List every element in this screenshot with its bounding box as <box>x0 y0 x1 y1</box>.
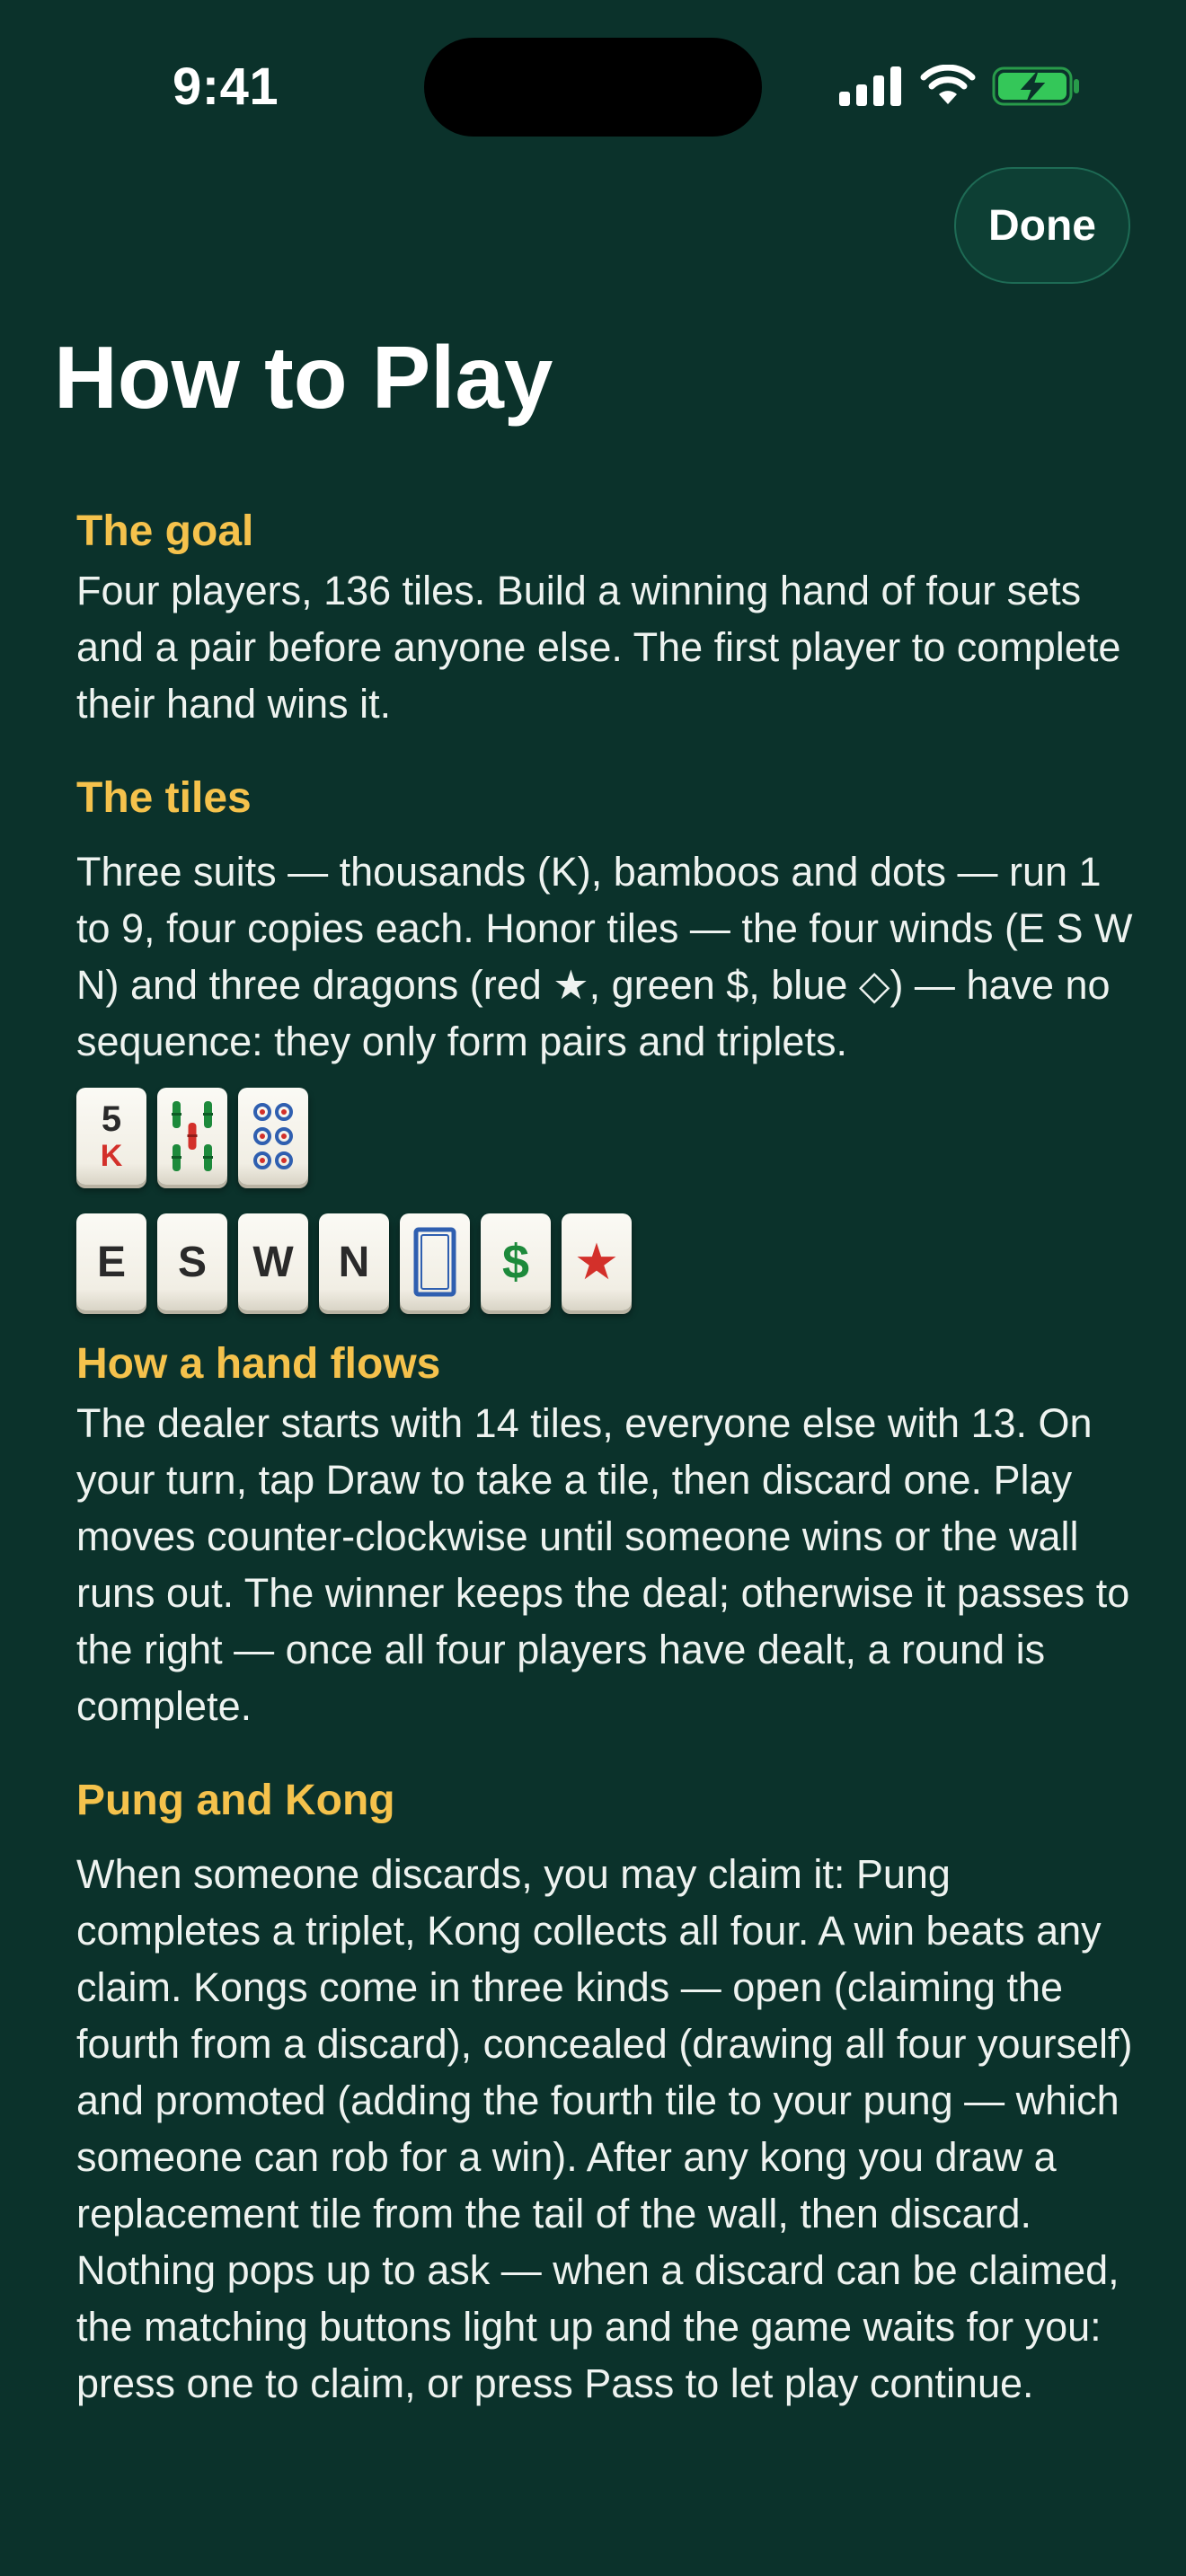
tile-wind-west <box>238 1213 308 1310</box>
dynamic-island <box>424 38 762 137</box>
tile-wind-label: W <box>252 1238 294 1286</box>
tile-wind-east <box>76 1213 146 1310</box>
battery-charging-icon <box>992 65 1082 108</box>
suit-tiles-row <box>76 1088 1137 1185</box>
tile-dragon-blue <box>400 1213 470 1310</box>
section-body: Four players, 136 tiles. Build a winning hand of four sets and a pair before anyone else. The first player to complete their hand wins it. <box>76 568 1121 727</box>
tile-number: 5 <box>101 1099 122 1139</box>
section-body: The dealer starts with 14 tiles, everyone else with 13. On your turn, tap Draw to take a tile, then discard one. Play moves counter-clockwise until someone wins or the wall runs out. The winner keeps the deal; otherwise it passes to the right — once all four players have dealt, a round is complete. <box>76 1400 1130 1729</box>
section-hand-flow <box>76 1336 1137 1734</box>
section-goal <box>76 503 1137 732</box>
section-heading: The tiles <box>76 774 252 822</box>
tile-wind-label: S <box>177 1238 207 1286</box>
done-button[interactable]: Done <box>954 167 1130 284</box>
dots-6-icon <box>246 1096 300 1177</box>
tile-dragon-green <box>481 1213 551 1310</box>
tile-dragon-red <box>562 1213 632 1310</box>
status-time: 9:41 <box>173 57 279 116</box>
section-heading: The goal <box>76 507 254 555</box>
section-tiles <box>76 770 1137 1310</box>
red-dragon-star-icon: ★ <box>573 1233 620 1290</box>
tile-wind-label: N <box>338 1238 370 1286</box>
section-body: Three suits — thousands (K), bamboos and dots — run 1 to 9, four copies each. Honor tiles — the four winds (E S W N) and three dragons (red ★, green $, blue ◇) — have no sequence: they only form pairs and triplets. <box>76 849 1133 1064</box>
tile-wind-north <box>319 1213 389 1310</box>
signal-icon <box>839 65 902 108</box>
section-heading: How a hand flows <box>76 1340 441 1388</box>
bamboo-5-icon <box>165 1096 219 1177</box>
tile-wind-label: E <box>96 1238 126 1286</box>
section-heading: Pung and Kong <box>76 1777 395 1824</box>
honor-tiles-row <box>76 1213 1137 1310</box>
section-pung-kong <box>76 1772 1137 2412</box>
status-icons <box>839 65 1082 108</box>
tile-suit: K <box>100 1139 123 1173</box>
tile-thousands-5 <box>76 1088 146 1185</box>
wifi-icon <box>920 65 976 108</box>
tile-dots-6 <box>238 1088 308 1185</box>
blue-dragon-frame-icon <box>408 1222 462 1302</box>
tile-wind-south <box>157 1213 227 1310</box>
how-to-play-content <box>76 503 1137 2412</box>
page-title: How to Play <box>54 328 553 427</box>
green-dragon-symbol: $ <box>501 1235 530 1289</box>
tile-bamboo-5 <box>157 1088 227 1185</box>
section-body: When someone discards, you may claim it: Pung completes a triplet, Kong collects all four. A win beats any claim. Kongs come in three kinds — open (claiming the fourth from a discard), concealed (drawing all four yourself) and promoted (adding the fourth tile to your pung — which someone can rob for a win). After any kong you draw a replacement tile from the tail of the wall, then discard. Nothing pops up to ask — when a discard can be claimed, the matching buttons light up and the game waits for you: press one to claim, or press Pass to let play continue. <box>76 1851 1133 2406</box>
